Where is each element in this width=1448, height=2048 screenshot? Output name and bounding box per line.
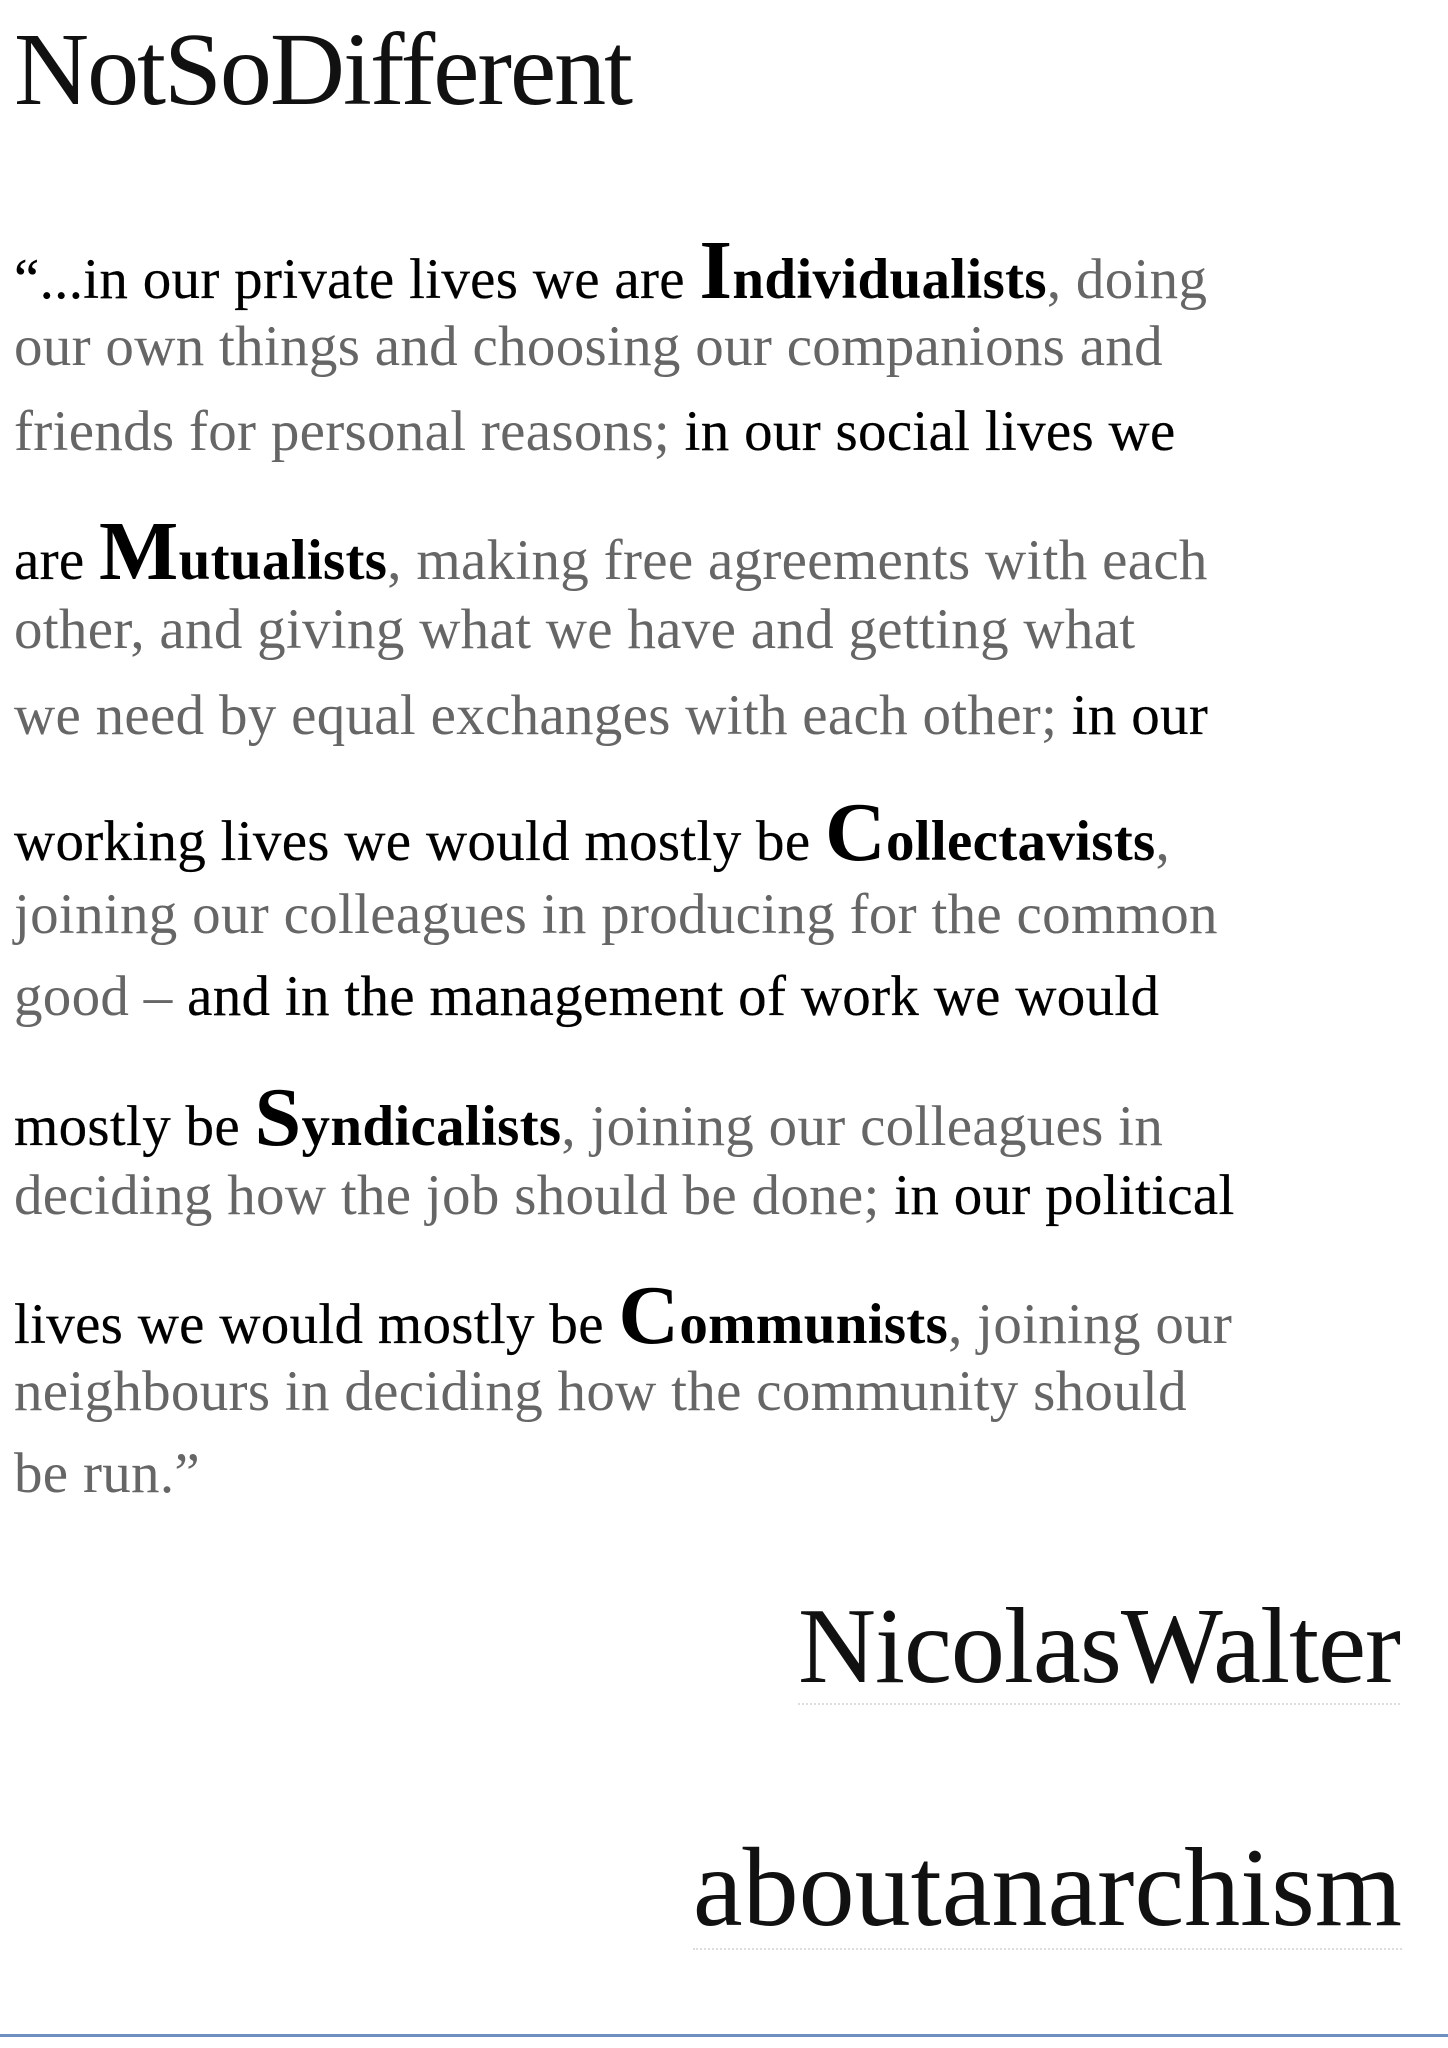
quote-text: and in the management of work we would (187, 965, 1160, 1028)
emphasized-term: Communists (618, 1269, 949, 1362)
emphasized-term: Collectavists (825, 786, 1156, 879)
quote-line (14, 1267, 1232, 1364)
quote-text: in our (1071, 684, 1209, 747)
quote-text: “...in our private lives we are (14, 248, 700, 311)
quote-line (14, 964, 1159, 1029)
bottom-divider (0, 2034, 1448, 2037)
quote-text: working lives we would mostly be (14, 810, 825, 873)
quote-text: our own things and choosing our companions and (14, 315, 1163, 378)
quote-text: , doing (1046, 248, 1208, 311)
quote-text: we need by equal exchanges with each other; (14, 684, 1072, 747)
quote-text: , joining our colleagues in (561, 1095, 1164, 1158)
quote-line (14, 222, 1207, 319)
quote-line (14, 784, 1170, 881)
quote-text: in our political (894, 1164, 1235, 1227)
quote-text: be run.” (14, 1442, 200, 1505)
quote-text: other, and giving what we have and getting what (14, 598, 1136, 661)
quote-line (14, 399, 1176, 464)
emphasized-term: Syndicalists (254, 1071, 562, 1164)
quote-line (14, 1359, 1187, 1424)
quote-text: neighbours in deciding how the community should (14, 1360, 1187, 1423)
quote-line (14, 1069, 1163, 1166)
quote-line (14, 882, 1218, 947)
quote-line (14, 597, 1135, 662)
emphasized-term: Individualists (699, 224, 1047, 317)
emphasized-term: Mutualists (99, 505, 388, 598)
quote-text: mostly be (14, 1095, 255, 1158)
site-name: aboutanarchism (692, 1826, 1402, 1950)
quote-text: friends for personal reasons; (14, 400, 685, 463)
quote-line (14, 314, 1163, 379)
quote-line (14, 1441, 200, 1506)
quote-text: lives we would mostly be (14, 1293, 619, 1356)
author-name: NicolasWalter (797, 1587, 1400, 1706)
page-title: NotSoDifferent (14, 12, 632, 127)
quote-line (14, 683, 1208, 748)
quote-text: joining our colleagues in producing for the common (14, 883, 1218, 946)
quote-text: , joining our (948, 1293, 1233, 1356)
quote-line (14, 503, 1208, 600)
quote-text: , (1155, 810, 1171, 873)
quote-line (14, 1163, 1235, 1228)
quote-text: , making free agreements with each (387, 529, 1208, 592)
quote-text: deciding how the job should be done; (14, 1164, 895, 1227)
quote-text: in our social lives we (684, 400, 1176, 463)
quote-text: are (14, 529, 100, 592)
quote-text: good – (14, 965, 188, 1028)
